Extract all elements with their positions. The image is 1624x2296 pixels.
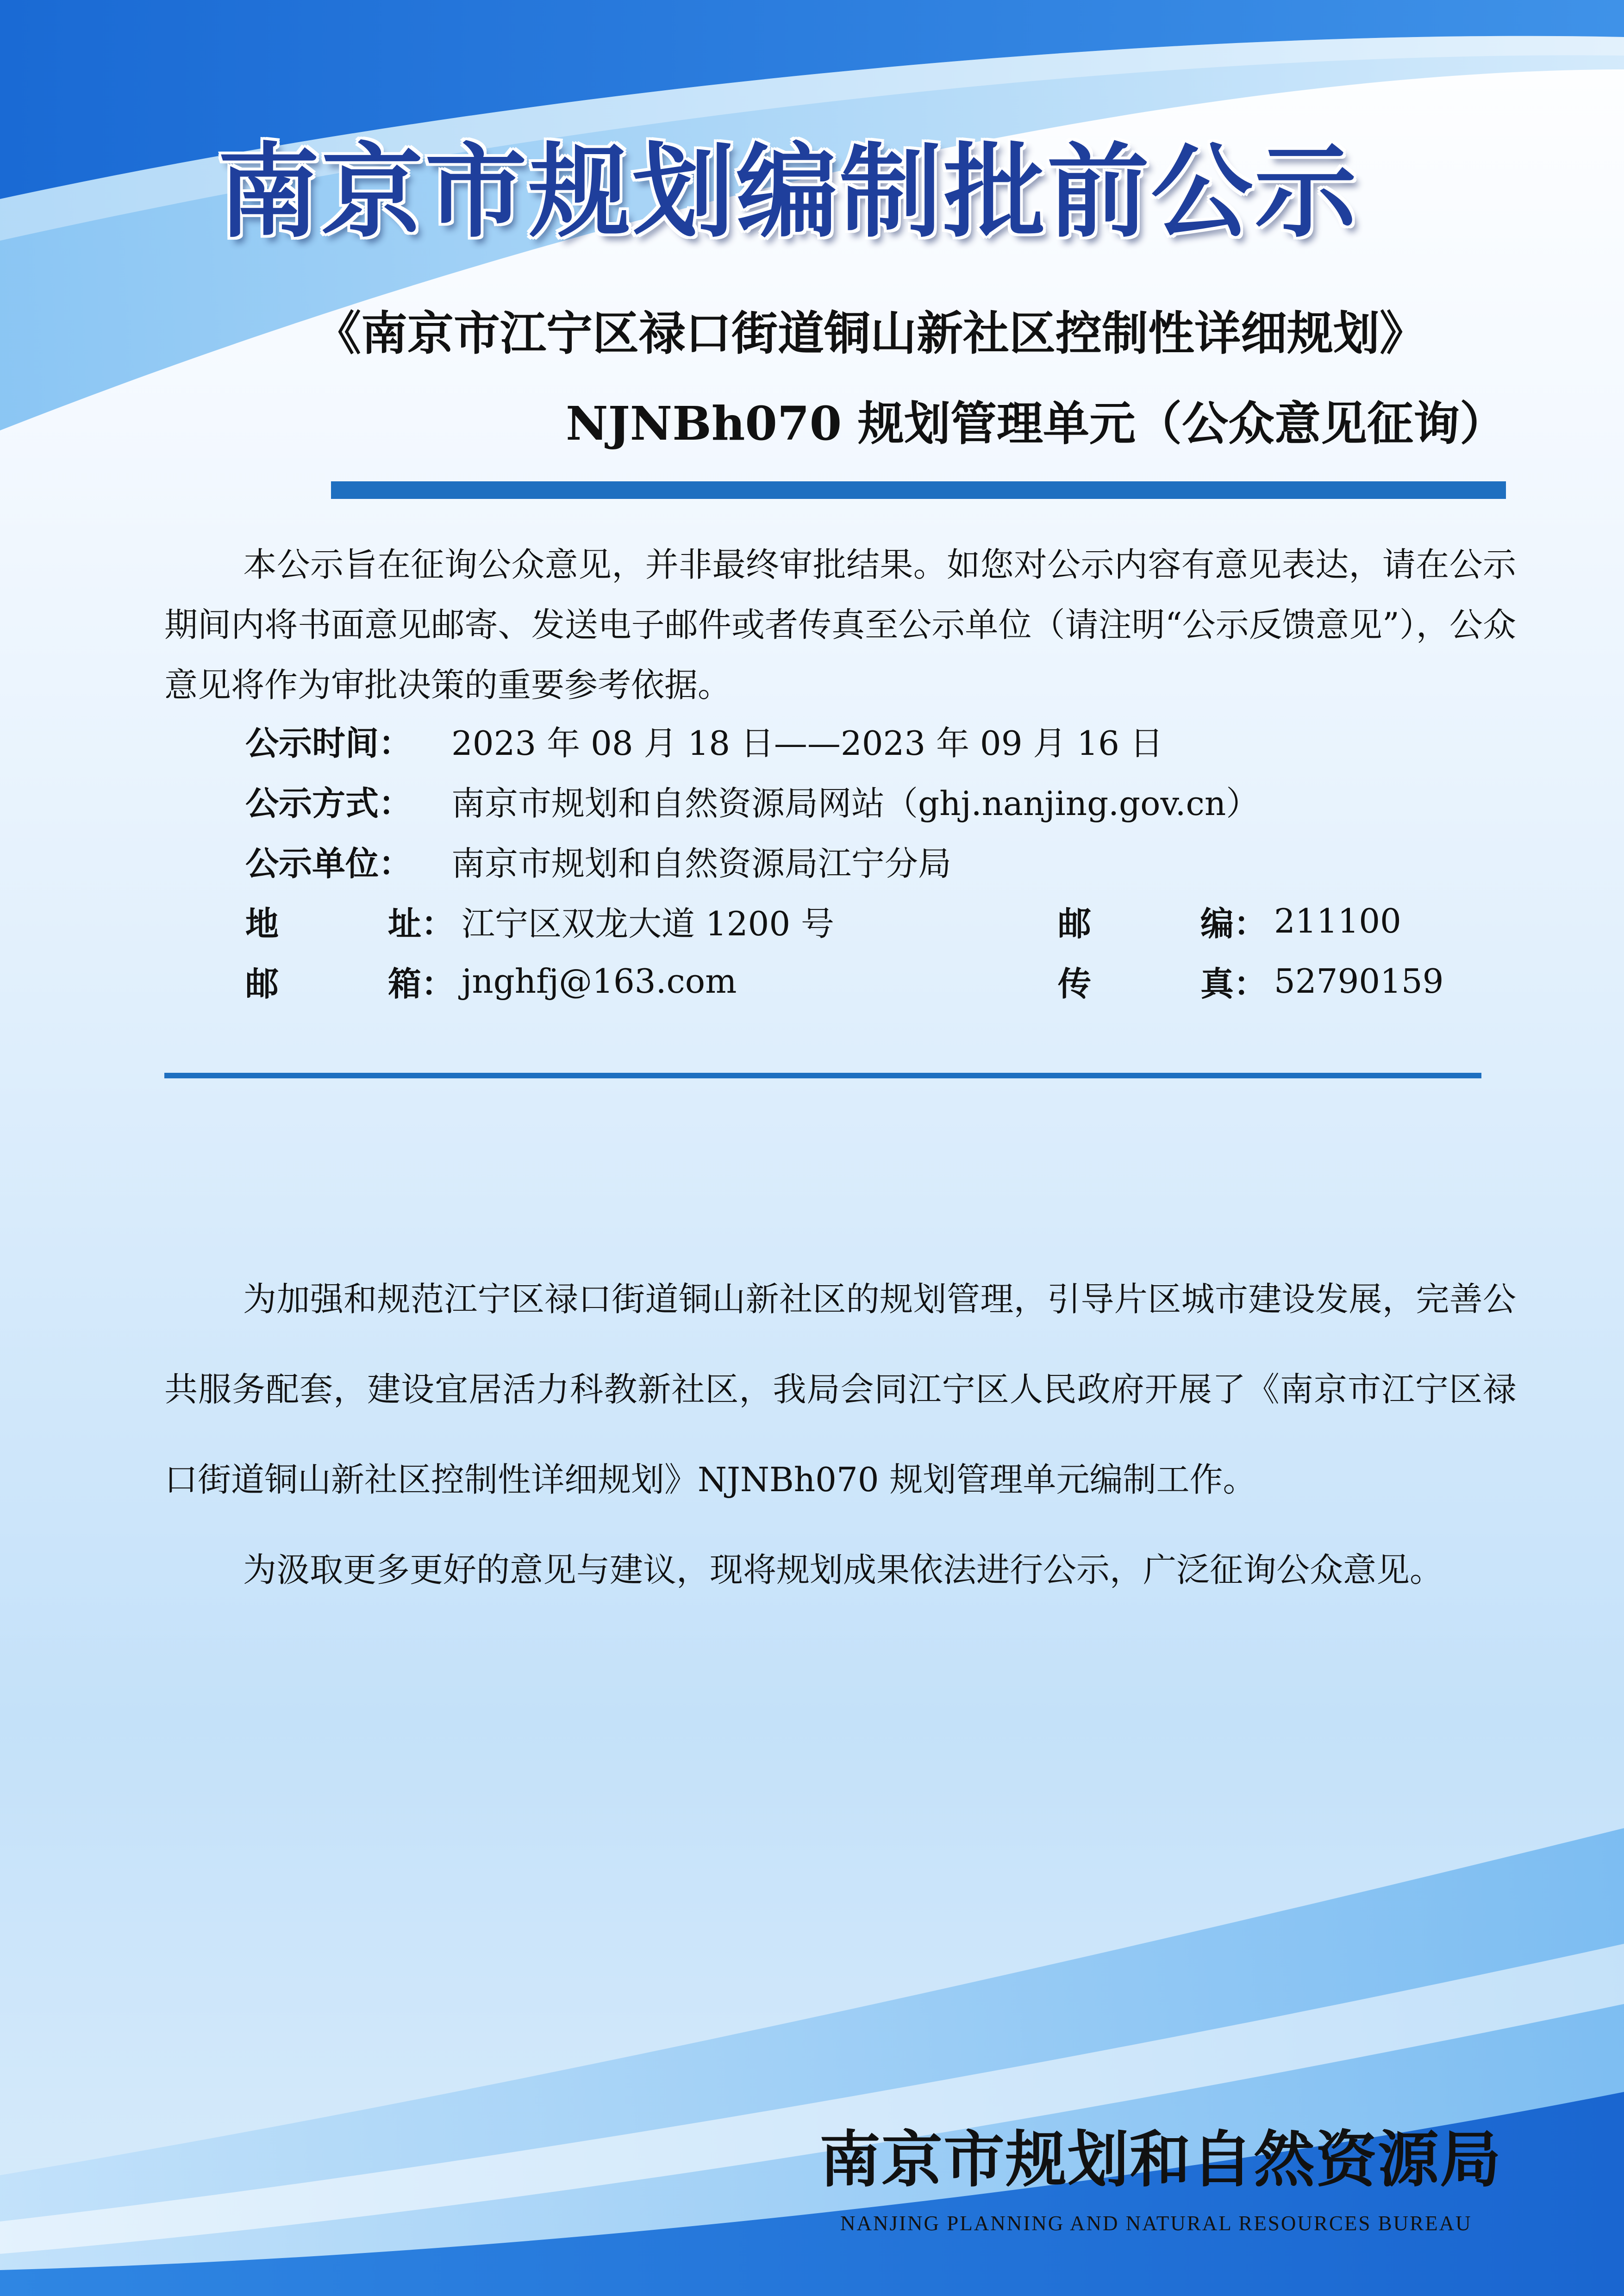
unit-value: 南京市规划和自然资源局江宁分局: [451, 844, 952, 883]
email-label: 邮 箱: [245, 964, 421, 1003]
info-row-unit: [245, 831, 1449, 891]
time-value: 2023 年 08 月 18 日——2023 年 09 月 16 日: [451, 724, 1163, 763]
info-row-method: [245, 771, 1449, 831]
fax-label: 传 真: [1058, 964, 1234, 1003]
fax-value: 52790159: [1274, 962, 1444, 1001]
info-row-time: [245, 710, 1449, 771]
info-row-address-postcode: 地 址 ： 江宁区双龙大道 1200 号 邮 编 ： 211100: [245, 891, 1449, 951]
method-value: 南京市规划和自然资源局网站（ghj.nanjing.gov.cn）: [451, 784, 1260, 823]
address-label: 地 址: [245, 904, 421, 943]
email-value[interactable]: jnghfj@163.com: [462, 962, 737, 1001]
body-text: [164, 1254, 1516, 1615]
section-divider: [164, 1073, 1481, 1078]
title-underline-bar: [331, 481, 1506, 499]
unit-subtitle: NJNBh070 规划管理单元（公众意见征询）: [566, 396, 1506, 451]
page-title: 南京市规划编制批前公示: [218, 133, 1359, 251]
body-paragraph-1: 为加强和规范江宁区禄口街道铜山新社区的规划管理，引导片区城市建设发展，完善公共服务配套，建设宜居活力科教新社区，我局会同江宁区人民政府开展了《南京市江宁区禄口街道铜山新社区控制性详细规划》NJNBh070 规划管理单元编制工作。: [164, 1280, 1516, 1499]
postcode-value: 211100: [1274, 902, 1401, 940]
footer-org-name-en: NANJING PLANNING AND NATURAL RESOURCES BUREAU: [840, 2212, 1472, 2235]
time-label: 公示时间：: [245, 724, 412, 763]
footer-org-name-cn: 南京市规划和自然资源局: [819, 2124, 1502, 2196]
notice-info: [245, 710, 1449, 1011]
body-paragraph-2: 为汲取更多更好的意见与建议，现将规划成果依法进行公示，广泛征询公众意见。: [243, 1550, 1443, 1589]
address-value: 江宁区双龙大道 1200 号: [462, 904, 835, 943]
notice-paragraph: 本公示旨在征询公众意见，并非最终审批结果。如您对公示内容有意见表达，请在公示期间内将书面意见邮寄、发送电子邮件或者传真至公示单位（请注明“公示反馈意见”），公众意见将作为审批决策的重要参考依据。: [164, 545, 1516, 704]
plan-name: 《南京市江宁区禄口街道铜山新社区控制性详细规划》: [315, 306, 1426, 361]
postcode-label: 邮 编: [1058, 904, 1234, 943]
info-row-email-fax: 邮 箱 ： jnghfj@163.com 传 真 ： 52790159: [245, 951, 1449, 1011]
method-label: 公示方式：: [245, 784, 412, 823]
unit-label: 公示单位：: [245, 844, 412, 883]
